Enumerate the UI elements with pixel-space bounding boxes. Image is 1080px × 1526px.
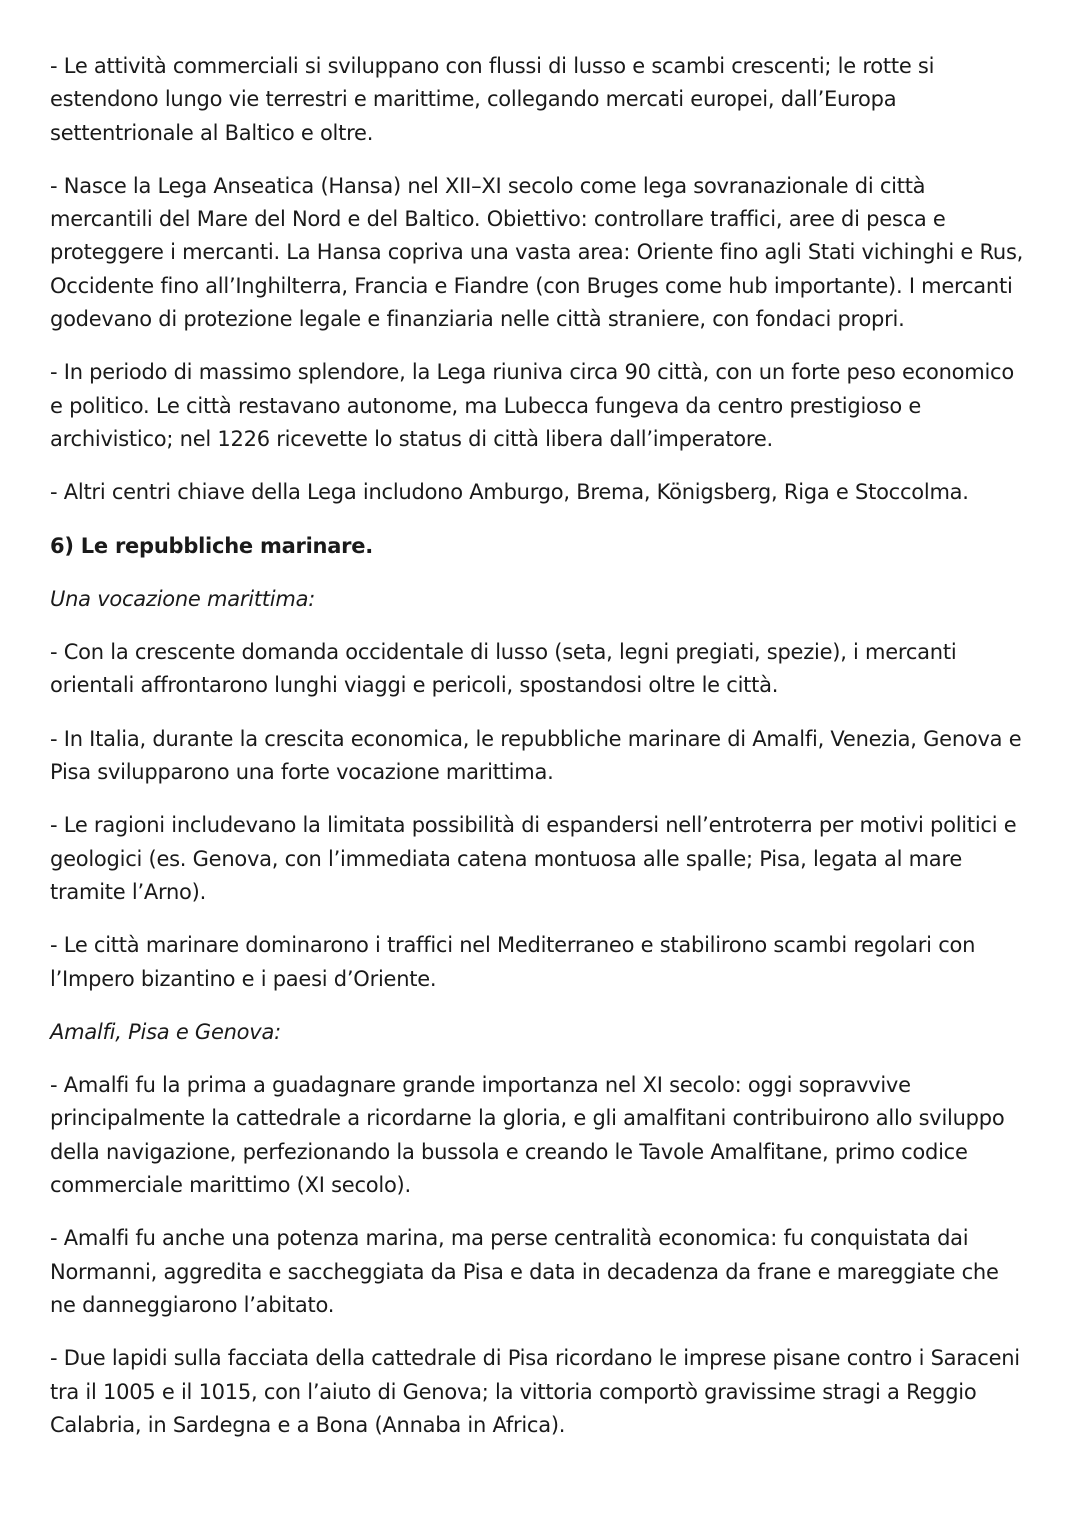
paragraph-italy-republics: - In Italia, durante la crescita economica, le repubbliche marinare di Amalfi, Venezia, Genova e Pisa svilupparono una forte vocazione marittima. [50,726,1022,785]
paragraph-amalfi-decline: - Amalfi fu anche una potenza marina, ma perse centralità economica: fu conquistata dai Normanni, aggredita e saccheggiata da Pisa e data in decadenza da frane e mareggiate che ne danneggiarono l’abitato. [50,1226,999,1317]
paragraph-trade-routes: - Le attività commerciali si sviluppano con flussi di lusso e scambi crescenti; le rotte si estendono lungo vie terrestri e marittime, collegando mercati europei, dall’Europa settentrionale al Baltico e oltre. [50,54,935,145]
paragraph-luxury-demand: - Con la crescente domanda occidentale di lusso (seta, legni pregiati, spezie), i mercanti orientali affrontarono lunghi viaggi e pericoli, spostandosi oltre le città. [50,640,957,698]
paragraph-reasons: - Le ragioni includevano la limitata possibilità di espandersi nell’entroterra per motivi politici e geologici (es. Genova, con l’immediata catena montuosa alle spalle; Pisa, legata al mare tramite l’Arno). [50,813,1017,904]
subheading-maritime-vocation: Una vocazione marittima: [50,586,316,611]
section-heading-maritime-republics: 6) Le repubbliche marinare. [50,533,374,558]
paragraph-league-splendor: - In periodo di massimo splendore, la Lega riuniva circa 90 città, con un forte peso economico e politico. Le città restavano autonome, ma Lubecca fungeva da centro prestigioso e archivistico; nel 1226 ricevette lo status di città libera dall’imperatore. [50,360,1014,451]
subheading-amalfi-pisa-genova: Amalfi, Pisa e Genova: [50,1019,281,1044]
paragraph-hanseatic-league: - Nasce la Lega Anseatica (Hansa) nel XII–XI secolo come lega sovranazionale di città mercantili del Mare del Nord e del Baltico. Obiettivo: controllare traffici, aree di pesca e proteggere i mercanti. La Hansa copriva una vasta area: Oriente fino agli Stati vichinghi e Rus, Occidente fino all’Inghilterra, Francia e Fiandre (con Bruges come hub importante). I mercanti godevano di protezione legale e finanziaria nelle città straniere, con fondaci propri. [50,173,1024,332]
paragraph-mediterranean-trade: - Le città marinare dominarono i traffici nel Mediterraneo e stabilirono scambi regolari con l’Impero bizantino e i paesi d’Oriente. [50,933,976,991]
paragraph-league-centers: - Altri centri chiave della Lega includono Amburgo, Brema, Königsberg, Riga e Stoccolma. [50,480,969,505]
paragraph-amalfi-first: - Amalfi fu la prima a guadagnare grande importanza nel XI secolo: oggi sopravvive principalmente la cattedrale a ricordarne la gloria, e gli amalfitani contribuirono allo sviluppo della navigazione, perfezionando la bussola e creando le Tavole Amalfitane, primo codice commerciale marittimo (XI secolo). [50,1073,1005,1198]
paragraph-pisa-tablets: - Due lapidi sulla facciata della cattedrale di Pisa ricordano le imprese pisane contro i Saraceni tra il 1005 e il 1015, con l’aiuto di Genova; la vittoria comportò gravissime stragi a Reggio Calabria, in Sardegna e a Bona (Annaba in Africa). [50,1346,1020,1437]
